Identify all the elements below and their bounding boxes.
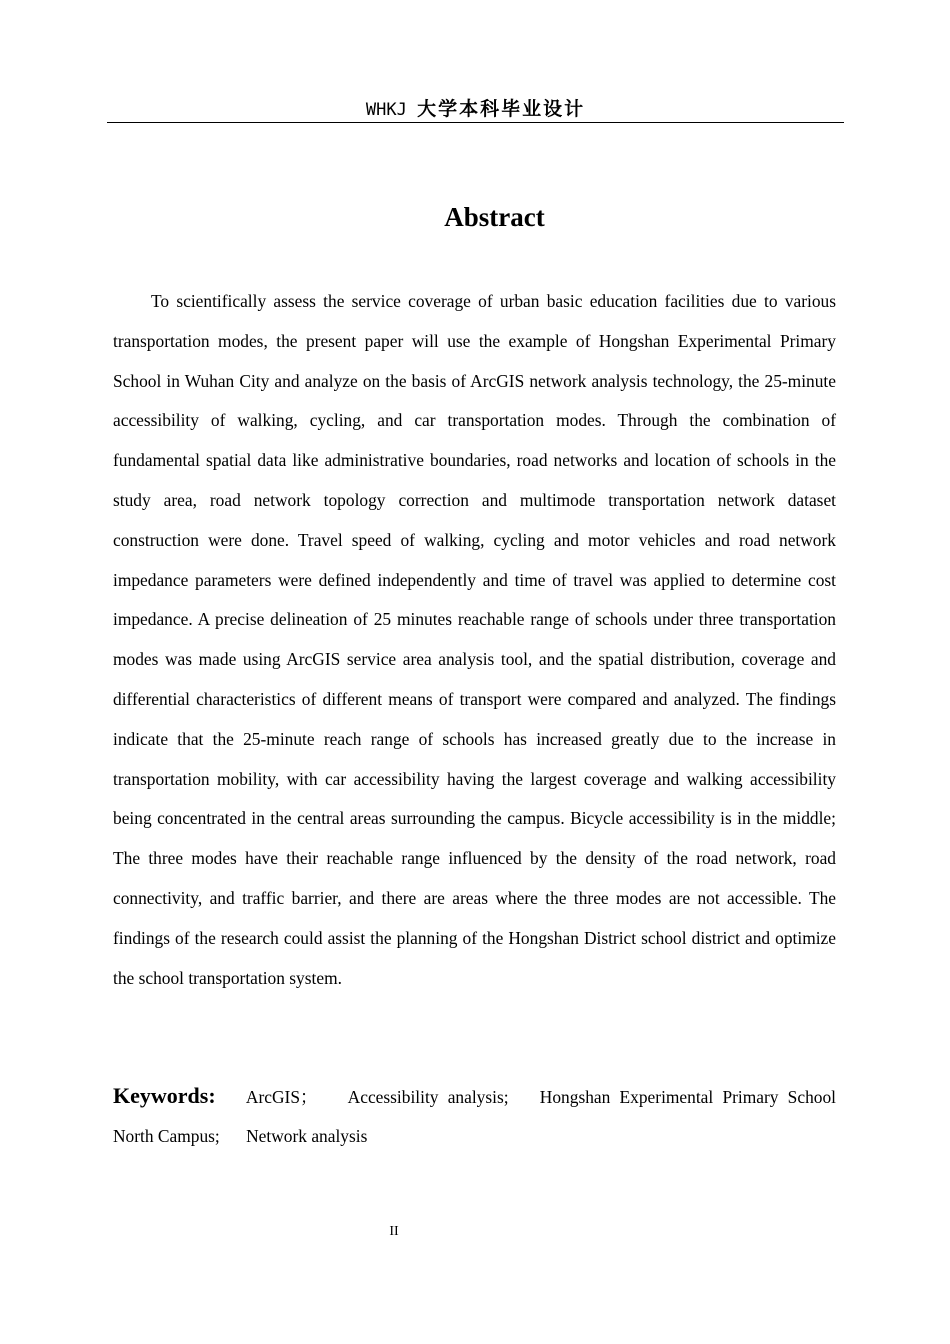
page-number: II	[389, 1224, 399, 1239]
page-title: Abstract	[444, 202, 545, 232]
keyword-item: Accessibility analysis;	[347, 1087, 509, 1107]
keyword-item: Hongshan Experimental Primary School North Campus;	[113, 1087, 836, 1146]
running-header	[107, 96, 844, 123]
keywords-section	[113, 1076, 836, 1156]
keyword-item: Network analysis	[246, 1126, 368, 1146]
abstract-paragraph: To scientifically assess the service coverage of urban basic education facilities due to various transportation modes, the present paper will use the example of Hongshan Experimental Primary School in Wuhan City and analyze on the basis of ArcGIS network analysis technology, the 25-minute accessibility of walking, cycling, and car transportation modes. Through the combination of fundamental spatial data like administrative boundaries, road networks and location of schools in the study area, road network topology correction and multimode transportation network dataset construction were done. Travel speed of walking, cycling and motor vehicles and road network impedance parameters were defined independently and time of travel was applied to determine cost impedance. A precise delineation of 25 minutes reachable range of schools under three transportation modes was made using ArcGIS service area analysis tool, and the spatial distribution, coverage and differential characteristics of different means of transport were compared and analyzed. The findings indicate that the 25-minute reach range of schools has increased greatly due to the increase in transportation mobility, with car accessibility having the largest coverage and walking accessibility being concentrated in the central areas surrounding the campus. Bicycle accessibility is in the middle; The three modes have their reachable range influenced by the density of the road network, road connectivity, and traffic barrier, and there are areas where the three modes are not accessible. The findings of the research could assist the planning of the Hongshan District school district and optimize the school transportation system.	[113, 291, 836, 988]
header-document-type: 大学本科毕业设计	[417, 98, 586, 120]
header-rule	[107, 122, 844, 123]
keywords-label: Keywords:	[113, 1083, 216, 1108]
header-institution-code: WHKJ	[365, 100, 418, 120]
keyword-item: ArcGIS；	[245, 1087, 318, 1107]
